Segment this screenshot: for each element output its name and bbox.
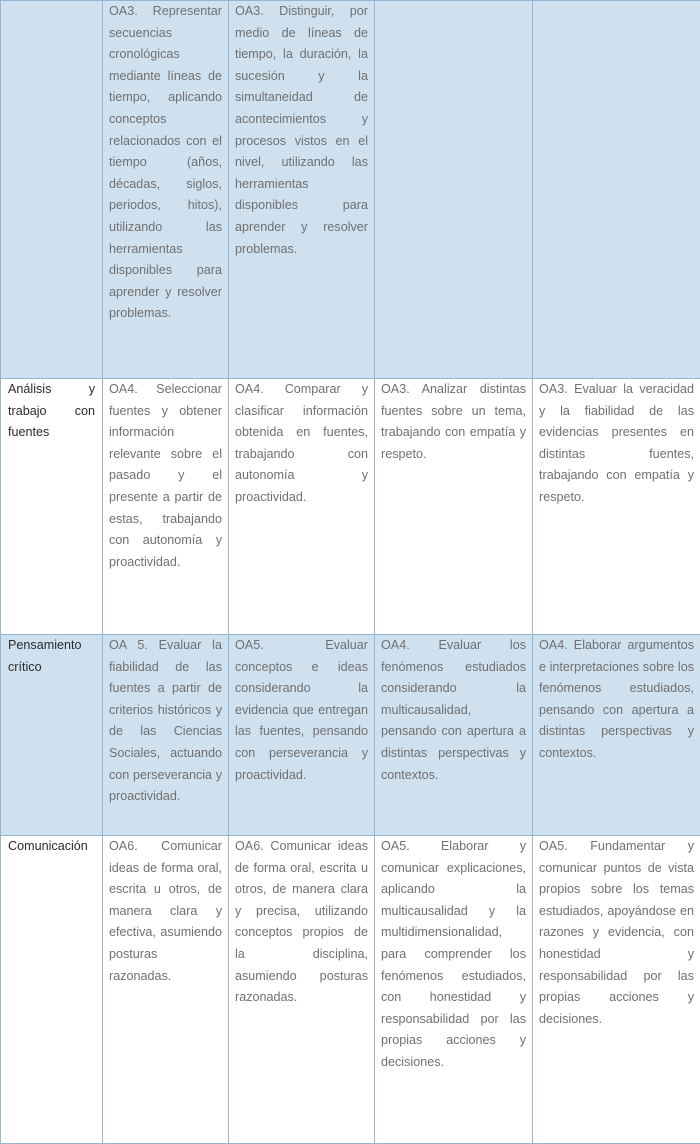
table-cell: OA3. Analizar distintas fuentes sobre un tema, trabajando con empatía y respeto. [375,379,533,635]
table-cell: OA3. Evaluar la veracidad y la fiabilidad de las evidencias presentes en distintas fuentes, trabajando con empatía y respeto. [533,379,700,635]
table-cell: OA3. Representar secuencias cronológicas mediante líneas de tiempo, aplicando conceptos relacionados con el tiempo (años, décadas, siglos, periodos, hitos), utilizando las herramientas disponibles para aprender y resolver problemas. [103,1,229,379]
row-label: Comunicación [1,836,103,1144]
row-label: Análisis y trabajo con fuentes [1,379,103,635]
table-row [1,1,700,379]
table-cell: OA5. Elaborar y comunicar explicaciones, aplicando la multicausalidad y la multidimensionalidad, para comprender los fenómenos estudiados, con honestidad y responsabilidad por las propias acciones y decisiones. [375,836,533,1144]
table-row [1,836,700,1144]
table-cell: OA4. Comparar y clasificar información obtenida en fuentes, trabajando con autonomía y proactividad. [229,379,375,635]
table-cell: OA4. Seleccionar fuentes y obtener información relevante sobre el pasado y el presente a partir de estas, trabajando con autonomía y proactividad. [103,379,229,635]
table-cell: OA 5. Evaluar la fiabilidad de las fuentes a partir de criterios históricos y de las Ciencias Sociales, actuando con perseverancia y proactividad. [103,635,229,836]
table-row [1,379,700,635]
table-cell: OA5. Evaluar conceptos e ideas considerando la evidencia que entregan las fuentes, pensando con perseverancia y proactividad. [229,635,375,836]
table-cell: OA4. Evaluar los fenómenos estudiados considerando la multicausalidad, pensando con apertura a distintas perspectivas y contextos. [375,635,533,836]
table-cell: OA5. Fundamentar y comunicar puntos de vista propios sobre los temas estudiados, apoyándose en razones y evidencia, con honestidad y responsabilidad por las propias acciones y decisiones. [533,836,700,1144]
table-cell: OA4. Elaborar argumentos e interpretaciones sobre los fenómenos estudiados, pensando con apertura a distintas perspectivas y contextos. [533,635,700,836]
table-cell [375,1,533,379]
row-label: Pensamiento crítico [1,635,103,836]
table-cell [533,1,700,379]
table-cell: OA6. Comunicar ideas de forma oral, escrita u otros, de manera clara y precisa, utilizando conceptos propios de la disciplina, asumiendo posturas razonadas. [229,836,375,1144]
row-label [1,1,103,379]
table-cell: OA6. Comunicar ideas de forma oral, escrita u otros, de manera clara y efectiva, asumiendo posturas razonadas. [103,836,229,1144]
table-cell: OA3. Distinguir, por medio de líneas de tiempo, la duración, la sucesión y la simultaneidad de acontecimientos y procesos vistos en el nivel, utilizando las herramientas disponibles para aprender y resolver problemas. [229,1,375,379]
table-row [1,635,700,836]
